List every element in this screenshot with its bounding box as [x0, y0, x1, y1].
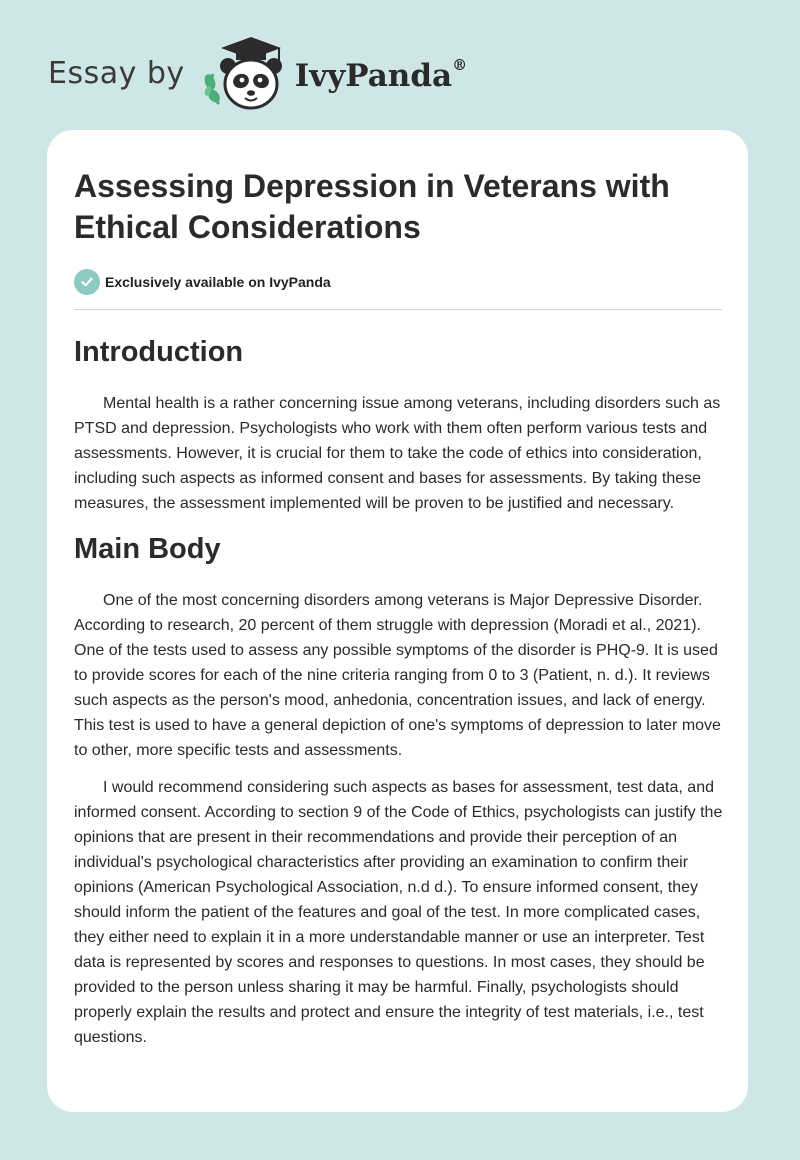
paragraph: One of the most concerning disorders among veterans is Major Depressive Disorder. According to research, 20 percent of them struggle with depression (Moradi et al., 2021). One of the tests used to assess any possible symptoms of the disorder is PHQ-9. It is used to provide scores for each of the nine criteria ranging from 0 to 3 (Patient, n. d.). It reviews such aspects as the person's mood, anhedonia, concentration issues, and lack of energy. This test is used to have a general depiction of one's symptoms of depression to later move to other, more specific tests and assessments. [74, 592, 721, 759]
paragraph: Mental health is a rather concerning issue among veterans, including disorders such as PTSD and depression. Psychologists who work with them often perform various tests and assessments. However, it is crucial for them to take the code of ethics into consideration, including such aspects as informed consent and bases for assessments. By taking these measures, the assessment implemented will be proven to be justified and necessary. [74, 395, 721, 512]
brand-name[interactable] [295, 58, 467, 94]
badge-text: Exclusively available on IvyPanda [105, 274, 331, 290]
section-heading-introduction: Introduction [74, 336, 244, 368]
exclusive-badge [74, 269, 722, 295]
site-header [48, 34, 467, 114]
divider [74, 309, 722, 310]
article-title: Assessing Depression in Veterans with Ethical Considerations [74, 168, 670, 245]
essay-by-label: Essay by [48, 55, 185, 91]
check-icon [74, 269, 100, 295]
brand-text: IvyPanda [294, 58, 453, 94]
panda-logo-icon[interactable] [199, 34, 287, 114]
article-card [47, 130, 748, 1112]
registered-mark: ® [452, 56, 468, 74]
paragraph: I would recommend considering such aspects as bases for assessment, test data, and informed consent. According to section 9 of the Code of Ethics, psychologists can justify the opinions that are present in their recommendations and provide their perception of an individual's psychological characteristics after providing an examination to confirm their opinions (American Psychological Association, n.d d.). To ensure informed consent, they should inform the patient of the features and goal of the test. In more complicated cases, they either need to explain it in a more understandable manner or use an interpreter. Test data is represented by scores and responses to questions. In most cases, they should be provided to the person unless sharing it may be harmful. Finally, psychologists should properly explain the results and protect and ensure the integrity of test materials, i.e., test questions. [74, 779, 723, 1046]
section-heading-main-body: Main Body [74, 533, 221, 565]
